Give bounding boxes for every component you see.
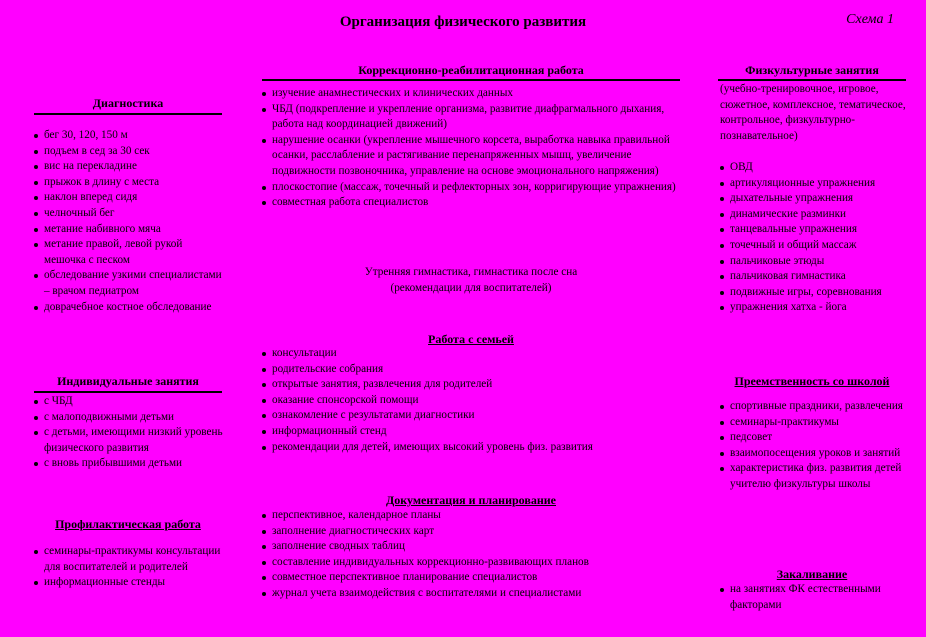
documentation-heading: Документация и планирование xyxy=(385,493,556,507)
documentation-list xyxy=(262,508,682,602)
morning-gymnastics-note xyxy=(262,265,680,296)
list-item: педсовет xyxy=(720,430,910,446)
list-item: плоскостопие (массаж, точечный и рефлекторных зон, корригирующие упражнения) xyxy=(262,180,682,196)
diagnostics-heading: Диагностика xyxy=(34,96,222,115)
family-heading: Работа с семьей xyxy=(428,332,514,346)
list-item: обследование узкими специалистами – врачом педиатром xyxy=(34,268,224,299)
pe-heading: Физкультурные занятия xyxy=(745,63,879,77)
list-item: родительские собрания xyxy=(262,362,682,378)
list-item: консультации xyxy=(262,346,682,362)
list-item: пальчиковая гимнастика xyxy=(720,269,910,285)
list-item: упражнения хатха - йога xyxy=(720,300,910,316)
list-item: бег 30, 120, 150 м xyxy=(34,128,224,144)
individual-list xyxy=(34,394,224,472)
list-item: спортивные праздники, развлечения xyxy=(720,399,910,415)
diagnostics-section xyxy=(34,96,222,115)
correction-heading: Коррекционно-реабилитационная работа xyxy=(358,63,584,77)
list-item: точечный и общий массаж xyxy=(720,238,910,254)
list-item: наклон вперед сидя xyxy=(34,190,224,206)
individual-heading: Индивидуальные занятия xyxy=(57,374,199,388)
family-list xyxy=(262,346,682,455)
list-item: рекомендации для детей, имеющих высокий уровень физ. развития xyxy=(262,440,682,456)
list-item: взаимопосещения уроков и занятий xyxy=(720,446,910,462)
list-item: ознакомление с результатами диагностики xyxy=(262,408,682,424)
list-item: подъем в сед за 30 сек xyxy=(34,144,224,160)
list-item: на занятиях ФК естественными факторами xyxy=(720,582,910,613)
list-item: динамические разминки xyxy=(720,207,910,223)
hardening-list xyxy=(720,582,910,613)
correction-list xyxy=(262,86,682,211)
scheme-label: Схема 1 xyxy=(846,12,894,27)
list-item: информационный стенд xyxy=(262,424,682,440)
list-item: ЧБД (подкрепление и укрепление организма, развитие диафрагмального дыхания, работа над координацией движений) xyxy=(262,102,682,133)
page-title: Организация физического развития xyxy=(339,14,587,30)
prevention-list xyxy=(34,544,224,591)
diagnostics-list xyxy=(34,128,224,315)
morning-note-line-1: Утренняя гимнастика, гимнастика после сна xyxy=(364,266,578,278)
list-item: изучение анамнестических и клинических данных xyxy=(262,86,682,102)
list-item: журнал учета взаимодействия с воспитателями и специалистами xyxy=(262,586,682,602)
pe-intro: (учебно-тренировочное, игровое, сюжетное, комплексное, тематическое, контрольное, физкультурно-познавательное) xyxy=(720,83,906,142)
pe-list xyxy=(720,160,910,316)
list-item: челночный бег xyxy=(34,206,224,222)
list-item: с ЧБД xyxy=(34,394,224,410)
list-item: оказание спонсорской помощи xyxy=(262,393,682,409)
list-item: вис на перекладине xyxy=(34,159,224,175)
list-item: доврачебное костное обследование xyxy=(34,300,224,316)
list-item: нарушение осанки (укрепление мышечного корсета, выработка навыка правильной осанки, расслабление и растягивание перенапряженных мышц, увеличение подвижности позвоночника, управление на основе эмоционального напряжения) xyxy=(262,133,682,180)
list-item: метание правой, левой рукой мешочка с песком xyxy=(34,237,224,268)
correction-rule xyxy=(262,79,680,81)
list-item: артикуляционные упражнения xyxy=(720,176,910,192)
school-list xyxy=(720,399,910,493)
list-item: с детьми, имеющими низкий уровень физического развития xyxy=(34,425,224,456)
list-item: прыжок в длину с места xyxy=(34,175,224,191)
list-item: метание набивного мяча xyxy=(34,222,224,238)
prevention-heading: Профилактическая работа xyxy=(55,517,201,531)
hardening-heading: Закаливание xyxy=(776,567,848,581)
list-item: пальчиковые этюды xyxy=(720,254,910,270)
list-item: семинары-практикумы xyxy=(720,415,910,431)
school-heading: Преемственность со школой xyxy=(734,374,890,388)
list-item: заполнение диагностических карт xyxy=(262,524,682,540)
list-item: открытые занятия, развлечения для родителей xyxy=(262,377,682,393)
list-item: подвижные игры, соревнования xyxy=(720,285,910,301)
list-item: совместная работа специалистов xyxy=(262,195,682,211)
list-item: семинары-практикумы консультации для воспитателей и родителей xyxy=(34,544,224,575)
list-item: с вновь прибывшими детьми xyxy=(34,456,224,472)
pe-rule xyxy=(718,79,906,81)
list-item: дыхательные упражнения xyxy=(720,191,910,207)
list-item: ОВД xyxy=(720,160,910,176)
list-item: с малоподвижными детьми xyxy=(34,410,224,426)
list-item: заполнение сводных таблиц xyxy=(262,539,682,555)
list-item: совместное перспективное планирование специалистов xyxy=(262,570,682,586)
list-item: составление индивидуальных коррекционно-развивающих планов xyxy=(262,555,682,571)
individual-rule xyxy=(34,391,222,393)
list-item: характеристика физ. развития детей учителю физкультуры школы xyxy=(720,461,910,492)
list-item: информационные стенды xyxy=(34,575,224,591)
morning-note-line-2: (рекомендации для воспитателей) xyxy=(390,281,552,294)
list-item: перспективное, календарное планы xyxy=(262,508,682,524)
list-item: танцевальные упражнения xyxy=(720,222,910,238)
